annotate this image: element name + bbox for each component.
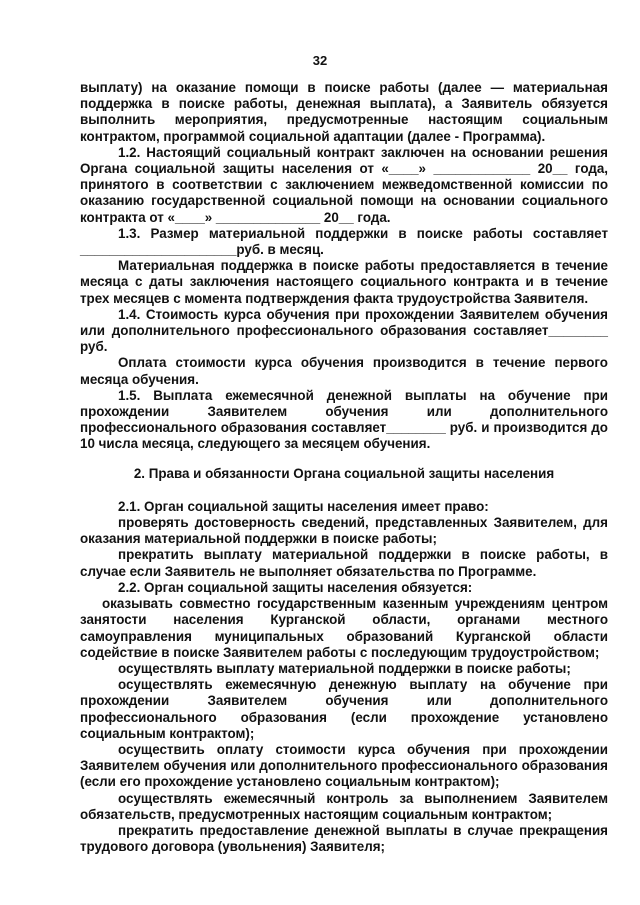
- paragraph-1-4: 1.4. Стоимость курса обучения при прохождении Заявителем обучения или дополнительного профессионального образования составляет________ руб.: [80, 306, 608, 355]
- paragraph-1-2: 1.2. Настоящий социальный контракт заключен на основании решения Органа социальной защиты населения от «____» _____________ 20__ года, принятого в соответствии с заключением межведомственной комиссии по оказанию государственной социальной помощи на основании социального контракта от «____» ______________ 20__ года.: [80, 144, 608, 225]
- list-item-assist: оказывать совместно государственным казенным учреждениям центром занятости населения Курганской области, органами местного самоуправления муниципальных образований Курганской области содействие в поиске Заявителем работы с последующим трудоустройством;: [80, 596, 608, 660]
- paragraph-2-2: 2.2. Орган социальной защиты населения обязуется:: [118, 579, 473, 595]
- list-item-course-payment: осуществить оплату стоимости курса обучения при прохождении Заявителем обучения или дополнительного профессионального образования (если его прохождение установлено социальным контрактом);: [80, 741, 608, 790]
- list-item-stop-payment: прекратить выплату материальной поддержки в поиске работы, в случае если Заявитель не выполняет обязательства по Программе.: [80, 547, 608, 579]
- document-body: [80, 80, 608, 855]
- paragraph-payment-term: Оплата стоимости курса обучения производится в течение первого месяца обучения.: [80, 355, 608, 387]
- paragraph-2-1: 2.1. Орган социальной защиты населения имеет право:: [118, 498, 489, 514]
- list-item-terminate: прекратить предоставление денежной выплаты в случае прекращения трудового договора (увольнения) Заявителя;: [80, 822, 608, 855]
- page-number: 32: [312, 53, 328, 68]
- paragraph-continuation: выплату) на оказание помощи в поиске работы (далее — материальная поддержка в поиске работы, денежная выплата), а Заявитель обязуется выполнить мероприятия, предусмотренные настоящим социальным контрактом, программой социальной адаптации (далее - Программа).: [80, 80, 608, 144]
- paragraph-support-term: Материальная поддержка в поиске работы предоставляется в течение месяца с даты заключения настоящего социального контракта и в течение трех месяцев с момента подтверждения факта трудоустройства Заявителя.: [80, 258, 608, 306]
- paragraph-1-3: 1.3. Размер материальной поддержки в поиске работы составляет _____________________руб. в месяц.: [80, 225, 608, 258]
- section-heading: 2. Права и обязанности Органа социальной защиты населения: [133, 465, 555, 481]
- list-item-monitoring: осуществлять ежемесячный контроль за выполнением Заявителем обязательств, предусмотренных настоящим социальным контрактом;: [80, 790, 608, 822]
- list-item-verify: проверять достоверность сведений, представленных Заявителем, для оказания материальной поддержки в поиске работы;: [80, 515, 608, 547]
- paragraph-1-5: 1.5. Выплата ежемесячной денежной выплаты на обучение при прохождении Заявителем обучения или дополнительного профессионального образования составляет________ руб. и производится до 10 числа месяца, следующего за месяцем обучения.: [80, 387, 608, 452]
- list-item-pay-support: осуществлять выплату материальной поддержки в поиске работы;: [118, 660, 571, 676]
- list-item-monthly-payment: осуществлять ежемесячную денежную выплату на обучение при прохождении Заявителем обучения или дополнительного профессионального образования (если прохождение установлено социальным контрактом);: [80, 677, 608, 741]
